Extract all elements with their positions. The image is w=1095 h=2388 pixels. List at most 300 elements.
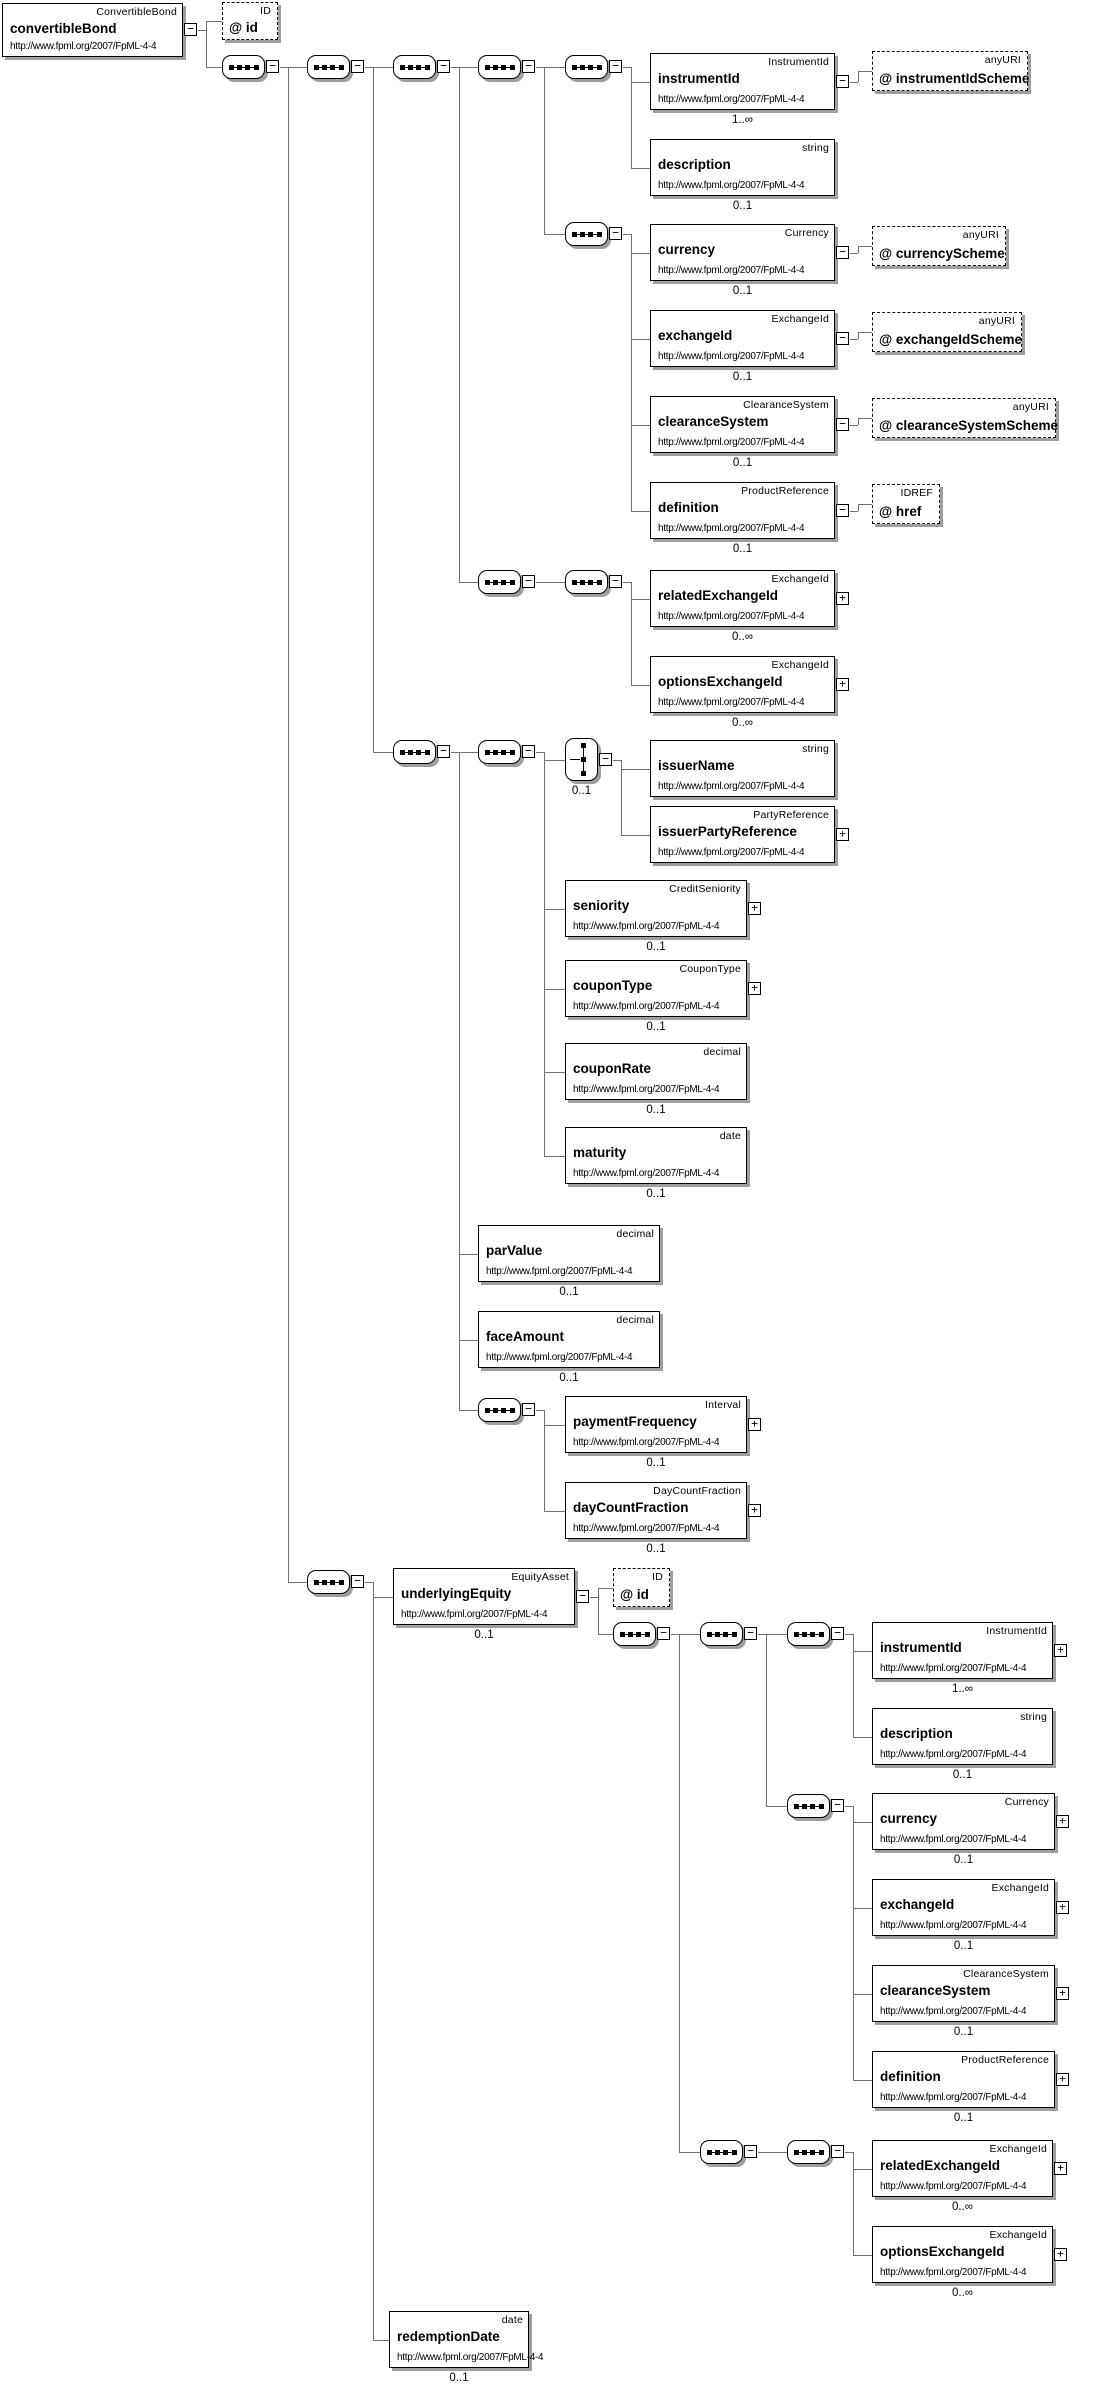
sequence-dots-icon	[794, 1632, 824, 1637]
connector-line	[598, 1634, 613, 1635]
connector-line	[853, 1908, 872, 1909]
element-name: redemptionDate	[397, 2329, 500, 2344]
connector-line	[853, 1806, 854, 2080]
collapse-minus-icon-instrumentId[interactable]: −	[836, 75, 849, 88]
connector-line	[631, 425, 650, 426]
connector-line	[536, 582, 565, 583]
element-name: definition	[658, 500, 719, 515]
cardinality-label: 1..∞	[732, 114, 753, 126]
cardinality-label: 0..1	[559, 1372, 579, 1384]
element-box-eqInstrumentId[interactable]	[872, 1622, 1053, 1679]
attribute-box-clearanceSystemScheme[interactable]	[872, 398, 1059, 438]
collapse-minus-icon-choice1[interactable]: −	[599, 753, 612, 766]
element-type-label: ExchangeId	[989, 2143, 1047, 2155]
connector-line	[621, 835, 650, 836]
connector-line	[853, 1994, 872, 1995]
collapse-minus-icon-seq2[interactable]: −	[351, 60, 364, 73]
connector-line	[288, 1582, 307, 1583]
expand-plus-icon-paymentFrequency[interactable]: +	[748, 1418, 761, 1431]
cardinality-label: 0..1	[559, 1286, 579, 1298]
connector-line	[850, 425, 858, 426]
sequence-dots-icon	[794, 1804, 824, 1809]
connector-line	[459, 1410, 478, 1411]
attribute-name: @ currencyScheme	[879, 246, 1005, 261]
expand-plus-icon-eqRelatedExchangeId[interactable]: +	[1054, 2162, 1067, 2175]
element-type-label: Interval	[704, 1399, 741, 1411]
collapse-minus-icon-exchangeId[interactable]: −	[836, 332, 849, 345]
element-name: paymentFrequency	[573, 1414, 697, 1429]
connector-line	[544, 1156, 565, 1157]
collapse-minus-icon-underlyingEquity[interactable]: −	[576, 1590, 589, 1603]
element-name: couponType	[573, 978, 653, 993]
element-namespace: http://www.fpml.org/2007/FpML-4-4	[658, 611, 805, 622]
collapse-minus-icon-convertibleBond[interactable]: −	[184, 23, 197, 36]
connector-line	[853, 2255, 872, 2256]
collapse-minus-icon-seq8[interactable]: −	[437, 745, 450, 758]
sequence-connector-icon[interactable]	[307, 1570, 350, 1594]
connector-line	[451, 752, 459, 753]
element-type-label: date	[501, 2314, 523, 2326]
connector-line	[766, 1634, 767, 1806]
sequence-connector-icon[interactable]	[700, 1622, 743, 1646]
element-box-eqExchangeId[interactable]	[872, 1879, 1055, 1936]
element-name: instrumentId	[880, 1640, 962, 1655]
element-type-label: string	[1020, 1711, 1047, 1723]
element-type-label: ProductReference	[961, 2054, 1049, 2066]
attribute-type-label: ID	[260, 5, 271, 17]
collapse-minus-icon-seq3[interactable]: −	[437, 60, 450, 73]
element-box-eqDefinition[interactable]	[872, 2051, 1055, 2108]
connector-line	[544, 1072, 565, 1073]
connector-line	[858, 332, 859, 339]
connector-line	[631, 67, 632, 168]
element-namespace: http://www.fpml.org/2007/FpML-4-4	[486, 1352, 633, 1363]
sequence-connector-icon[interactable]	[393, 740, 436, 764]
sequence-connector-icon[interactable]	[787, 1622, 830, 1646]
element-type-label: CouponType	[679, 963, 741, 975]
collapse-minus-icon-seq7b[interactable]: −	[609, 575, 622, 588]
element-type-label: ExchangeId	[989, 2229, 1047, 2241]
element-type-label: ExchangeId	[771, 573, 829, 585]
cardinality-label: 0..1	[953, 2026, 974, 2038]
connector-line	[590, 1597, 598, 1598]
element-type-label: PartyReference	[753, 809, 829, 821]
element-type-label: Currency	[784, 227, 829, 239]
element-name: description	[880, 1726, 953, 1741]
element-box-currency[interactable]	[650, 224, 835, 281]
element-type-label: EquityAsset	[511, 1571, 569, 1583]
connector-line	[845, 1634, 853, 1635]
cardinality-label: 0..1	[449, 2372, 469, 2384]
cardinality-label: 0..1	[953, 1940, 974, 1952]
element-namespace: http://www.fpml.org/2007/FpML-4-4	[401, 1609, 548, 1620]
element-name: faceAmount	[486, 1329, 565, 1344]
connector-line	[373, 1582, 374, 2340]
element-namespace: http://www.fpml.org/2007/FpML-4-4	[880, 2267, 1027, 2278]
connector-line	[858, 71, 872, 72]
element-namespace: http://www.fpml.org/2007/FpML-4-4	[573, 1001, 720, 1012]
sequence-connector-icon[interactable]	[478, 570, 521, 594]
element-type-label: ClearanceSystem	[963, 1968, 1049, 1980]
element-type-label: DayCountFraction	[653, 1485, 741, 1497]
element-box-issuerName[interactable]	[650, 740, 835, 797]
element-namespace: http://www.fpml.org/2007/FpML-4-4	[658, 265, 805, 276]
element-type-label: ExchangeId	[771, 659, 829, 671]
element-box-eqClearanceSystem[interactable]	[872, 1965, 1055, 2022]
connector-line	[598, 1588, 613, 1589]
element-box-eqRelatedExchangeId[interactable]	[872, 2140, 1053, 2197]
element-namespace: http://www.fpml.org/2007/FpML-4-4	[658, 180, 805, 191]
connector-line	[544, 1410, 545, 1511]
choice-connector-icon[interactable]	[565, 738, 598, 781]
element-namespace: http://www.fpml.org/2007/FpML-4-4	[658, 781, 805, 792]
connector-line	[631, 253, 650, 254]
element-box-couponType[interactable]	[565, 960, 747, 1017]
element-namespace: http://www.fpml.org/2007/FpML-4-4	[880, 1749, 1027, 1760]
sequence-dots-icon	[572, 580, 602, 585]
collapse-minus-icon-clearanceSystem[interactable]: −	[836, 418, 849, 431]
collapse-minus-icon-definition[interactable]: −	[836, 504, 849, 517]
element-box-redemptionDate[interactable]	[389, 2311, 544, 2368]
cardinality-label: 0..1	[732, 200, 753, 212]
element-box-optionsExchangeId[interactable]	[650, 656, 835, 713]
element-name: relatedExchangeId	[880, 2158, 1001, 2173]
collapse-minus-icon-eqseq4[interactable]: −	[831, 1799, 844, 1812]
expand-plus-icon-relatedExchangeId[interactable]: +	[836, 592, 849, 605]
connector-line	[598, 1588, 599, 1635]
element-type-label: string	[802, 743, 829, 755]
collapse-minus-icon-seq10[interactable]: −	[522, 1403, 535, 1416]
attribute-name: @ exchangeIdScheme	[879, 332, 1022, 347]
connector-line	[858, 246, 872, 247]
connector-line	[758, 1634, 766, 1635]
expand-plus-icon-eqDefinition[interactable]: +	[1056, 2073, 1069, 2086]
sequence-connector-icon[interactable]	[478, 55, 521, 79]
element-box-relatedExchangeId[interactable]	[650, 570, 835, 627]
element-name: currency	[658, 242, 716, 257]
sequence-connector-icon[interactable]	[613, 1622, 656, 1646]
cardinality-label: 0..1	[646, 941, 666, 953]
element-name: issuerPartyReference	[658, 824, 797, 839]
collapse-minus-icon-seq9[interactable]: −	[522, 745, 535, 758]
element-box-maturity[interactable]	[565, 1127, 747, 1184]
element-name: couponRate	[573, 1061, 652, 1076]
cardinality-label: 0..1	[732, 543, 753, 555]
attribute-name: @ href	[879, 504, 922, 519]
connector-line	[459, 1254, 478, 1255]
connector-line	[858, 504, 859, 511]
element-type-label: decimal	[616, 1314, 654, 1326]
element-type-label: decimal	[703, 1046, 741, 1058]
sequence-connector-icon[interactable]	[478, 1398, 521, 1422]
cardinality-label: 0..1	[646, 1457, 666, 1469]
sequence-connector-icon[interactable]	[565, 570, 608, 594]
cardinality-label: 0..∞	[952, 2201, 973, 2213]
attribute-name: @ id	[229, 20, 258, 35]
connector-line	[544, 909, 565, 910]
connector-line	[631, 582, 632, 685]
cardinality-label: 0..1	[952, 1769, 973, 1781]
sequence-connector-icon[interactable]	[565, 222, 608, 246]
connector-line	[845, 2152, 853, 2153]
connector-line	[536, 1410, 544, 1411]
cardinality-label: 0..1	[953, 1854, 974, 1866]
element-type-label: ClearanceSystem	[743, 399, 829, 411]
connector-line	[459, 582, 478, 583]
sequence-dots-icon	[485, 580, 515, 585]
element-type-label: ProductReference	[741, 485, 829, 497]
element-namespace: http://www.fpml.org/2007/FpML-4-4	[486, 1266, 633, 1277]
expand-plus-icon-dayCountFraction[interactable]: +	[748, 1504, 761, 1517]
attribute-box-exchangeIdScheme[interactable]	[872, 312, 1022, 352]
element-namespace: http://www.fpml.org/2007/FpML-4-4	[573, 1084, 720, 1095]
connector-line	[536, 752, 544, 753]
collapse-minus-icon-eqseq6[interactable]: −	[831, 2145, 844, 2158]
expand-plus-icon-eqCurrency[interactable]: +	[1056, 1815, 1069, 1828]
expand-plus-icon-couponType[interactable]: +	[748, 982, 761, 995]
attribute-type-label: ID	[652, 1571, 663, 1583]
sequence-dots-icon	[485, 65, 515, 70]
connector-line	[623, 67, 631, 68]
connector-line	[631, 168, 650, 169]
element-type-label: date	[719, 1130, 741, 1142]
connector-line	[373, 752, 393, 753]
cardinality-label: 0..1	[646, 1543, 666, 1555]
connector-line	[544, 234, 565, 235]
connector-line	[858, 418, 872, 419]
sequence-dots-icon	[707, 2150, 737, 2155]
connector-line	[631, 685, 650, 686]
sequence-dots-icon	[314, 65, 344, 70]
element-type-label: string	[802, 142, 829, 154]
collapse-minus-icon-eqseq1[interactable]: −	[657, 1627, 670, 1640]
connector-line	[858, 504, 872, 505]
element-name: underlyingEquity	[401, 1586, 512, 1601]
collapse-minus-icon-seq7a[interactable]: −	[522, 575, 535, 588]
connector-line	[206, 21, 207, 67]
connector-line	[679, 2152, 700, 2153]
element-box-instrumentId[interactable]	[650, 53, 835, 110]
connector-line	[853, 2152, 854, 2255]
connector-line	[623, 234, 631, 235]
connector-line	[853, 1822, 872, 1823]
element-box-exchangeId[interactable]	[650, 310, 835, 367]
choice-switch-icon	[566, 739, 597, 780]
sequence-connector-icon[interactable]	[307, 55, 350, 79]
sequence-connector-icon[interactable]	[787, 2140, 830, 2164]
sequence-connector-icon[interactable]	[222, 55, 265, 79]
element-box-couponRate[interactable]	[565, 1043, 747, 1100]
element-namespace: http://www.fpml.org/2007/FpML-4-4	[397, 2352, 544, 2363]
collapse-minus-icon-eqseq2[interactable]: −	[744, 1627, 757, 1640]
collapse-minus-icon-eqseq5[interactable]: −	[744, 2145, 757, 2158]
connector-line	[631, 599, 650, 600]
connector-line	[850, 82, 858, 83]
expand-plus-icon-eqInstrumentId[interactable]: +	[1054, 1644, 1067, 1657]
cardinality-label: 0..1	[732, 371, 753, 383]
attribute-name: @ id	[620, 1587, 649, 1602]
connector-line	[631, 339, 650, 340]
cardinality-label: 0..1	[646, 1188, 666, 1200]
element-namespace: http://www.fpml.org/2007/FpML-4-4	[658, 697, 805, 708]
collapse-minus-icon-seq6[interactable]: −	[609, 227, 622, 240]
element-name: clearanceSystem	[880, 1983, 991, 1998]
element-namespace: http://www.fpml.org/2007/FpML-4-4	[880, 1834, 1027, 1845]
element-box-faceAmount[interactable]	[478, 1311, 660, 1368]
connector-line	[206, 67, 222, 68]
element-box-eqDescription[interactable]	[872, 1708, 1053, 1765]
connector-line	[544, 1511, 565, 1512]
element-name: parValue	[486, 1243, 543, 1258]
connector-line	[621, 769, 650, 770]
element-name: optionsExchangeId	[658, 674, 783, 689]
connector-line	[613, 760, 621, 761]
element-name: issuerName	[658, 758, 735, 773]
attribute-type-label: anyURI	[978, 315, 1015, 327]
connector-line	[544, 67, 545, 234]
element-namespace: http://www.fpml.org/2007/FpML-4-4	[880, 1920, 1027, 1931]
element-namespace: http://www.fpml.org/2007/FpML-4-4	[573, 1523, 720, 1534]
attribute-box-eq-id-attr[interactable]	[613, 1568, 670, 1607]
expand-plus-icon-seniority[interactable]: +	[748, 902, 761, 915]
attribute-type-label: anyURI	[984, 54, 1021, 66]
sequence-dots-icon	[485, 1408, 515, 1413]
sequence-connector-icon[interactable]	[700, 2140, 743, 2164]
connector-line	[451, 67, 459, 68]
element-type-label: ExchangeId	[991, 1882, 1049, 1894]
connector-line	[853, 2169, 872, 2170]
element-namespace: http://www.fpml.org/2007/FpML-4-4	[573, 1168, 720, 1179]
attribute-box-href[interactable]	[872, 484, 940, 524]
connector-line	[198, 30, 206, 31]
element-namespace: http://www.fpml.org/2007/FpML-4-4	[573, 921, 720, 932]
collapse-minus-icon-eqseq3[interactable]: −	[831, 1627, 844, 1640]
connector-line	[288, 67, 289, 1582]
element-box-clearanceSystem[interactable]	[650, 396, 835, 453]
element-type-label: InstrumentId	[768, 56, 829, 68]
cardinality-label: 1..∞	[952, 1683, 973, 1695]
element-namespace: http://www.fpml.org/2007/FpML-4-4	[573, 1437, 720, 1448]
element-box-eqCurrency[interactable]	[872, 1793, 1055, 1850]
element-box-dayCountFraction[interactable]	[565, 1482, 747, 1539]
connector-line	[858, 332, 872, 333]
collapse-minus-icon-seq4[interactable]: −	[522, 60, 535, 73]
attribute-box-instrumentIdScheme[interactable]	[872, 51, 1028, 91]
element-box-paymentFrequency[interactable]	[565, 1396, 747, 1453]
attribute-box-id-attr[interactable]	[222, 2, 278, 40]
collapse-minus-icon-seq5[interactable]: −	[609, 60, 622, 73]
element-box-parValue[interactable]	[478, 1225, 660, 1282]
connector-line	[631, 82, 650, 83]
attribute-box-currencyScheme[interactable]	[872, 226, 1006, 266]
sequence-dots-icon	[620, 1632, 650, 1637]
collapse-minus-icon-currency[interactable]: −	[836, 246, 849, 259]
element-namespace: http://www.fpml.org/2007/FpML-4-4	[880, 1663, 1027, 1674]
element-namespace: http://www.fpml.org/2007/FpML-4-4	[658, 847, 805, 858]
attribute-name: @ instrumentIdScheme	[879, 71, 1030, 86]
connector-line	[858, 418, 859, 425]
collapse-minus-icon-seq11[interactable]: −	[351, 1575, 364, 1588]
cardinality-label: 0..∞	[732, 717, 753, 729]
expand-plus-icon-issuerPartyReference[interactable]: +	[836, 828, 849, 841]
element-name: relatedExchangeId	[658, 588, 779, 603]
connector-line	[459, 1340, 478, 1341]
sequence-dots-icon	[485, 750, 515, 755]
connector-line	[365, 1582, 373, 1583]
sequence-dots-icon	[314, 1580, 344, 1585]
element-type-label: CreditSeniority	[669, 883, 741, 895]
element-name: optionsExchangeId	[880, 2244, 1005, 2259]
connector-line	[858, 71, 859, 82]
element-type-label: InstrumentId	[986, 1625, 1047, 1637]
element-namespace: http://www.fpml.org/2007/FpML-4-4	[658, 94, 805, 105]
element-name: definition	[880, 2069, 941, 2084]
element-namespace: http://www.fpml.org/2007/FpML-4-4	[880, 2092, 1027, 2103]
connector-line	[373, 67, 374, 752]
connector-line	[850, 253, 858, 254]
element-box-issuerPartyReference[interactable]	[650, 806, 835, 863]
element-type-label: Currency	[1004, 1796, 1049, 1808]
connector-line	[373, 1597, 393, 1598]
sequence-dots-icon	[400, 750, 430, 755]
connector-line	[853, 2080, 872, 2081]
element-name: currency	[880, 1811, 938, 1826]
cardinality-label: 0..∞	[732, 631, 753, 643]
sequence-connector-icon[interactable]	[787, 1794, 830, 1818]
expand-plus-icon-eqClearanceSystem[interactable]: +	[1056, 1987, 1069, 2000]
connector-line	[631, 511, 650, 512]
connector-line	[631, 234, 632, 511]
connector-line	[206, 21, 222, 22]
element-box-convertibleBond[interactable]	[2, 3, 183, 57]
connector-line	[850, 339, 858, 340]
element-name: instrumentId	[658, 71, 740, 86]
connector-line	[671, 1634, 679, 1635]
element-namespace: http://www.fpml.org/2007/FpML-4-4	[880, 2181, 1027, 2192]
element-box-underlyingEquity[interactable]	[393, 1568, 575, 1625]
sequence-connector-icon[interactable]	[393, 55, 436, 79]
element-box-seniority[interactable]	[565, 880, 747, 937]
element-name: exchangeId	[658, 328, 733, 343]
connector-line	[853, 1651, 872, 1652]
expand-plus-icon-optionsExchangeId[interactable]: +	[836, 678, 849, 691]
element-name: clearanceSystem	[658, 414, 769, 429]
cardinality-label: 0..1	[474, 1629, 494, 1641]
sequence-dots-icon	[794, 2150, 824, 2155]
element-name: convertibleBond	[10, 21, 117, 36]
connector-line	[544, 760, 565, 761]
element-name: seniority	[573, 898, 630, 913]
expand-plus-icon-eqOptionsExchangeId[interactable]: +	[1054, 2248, 1067, 2261]
element-box-description[interactable]	[650, 139, 835, 196]
element-namespace: http://www.fpml.org/2007/FpML-4-4	[880, 2006, 1027, 2017]
sequence-connector-icon[interactable]	[565, 55, 608, 79]
collapse-minus-icon-seq1[interactable]: −	[266, 60, 279, 73]
connector-line	[459, 67, 460, 582]
sequence-dots-icon	[400, 65, 430, 70]
connector-line	[373, 2340, 389, 2341]
connector-line	[766, 1806, 787, 1807]
element-box-eqOptionsExchangeId[interactable]	[872, 2226, 1053, 2283]
cardinality-label: 0..1	[646, 1104, 666, 1116]
sequence-connector-icon[interactable]	[478, 740, 521, 764]
expand-plus-icon-eqExchangeId[interactable]: +	[1056, 1901, 1069, 1914]
connector-line	[858, 246, 859, 253]
connector-line	[679, 1634, 680, 2152]
attribute-type-label: IDREF	[900, 487, 933, 499]
element-type-label: ExchangeId	[771, 313, 829, 325]
element-box-definition[interactable]	[650, 482, 835, 539]
